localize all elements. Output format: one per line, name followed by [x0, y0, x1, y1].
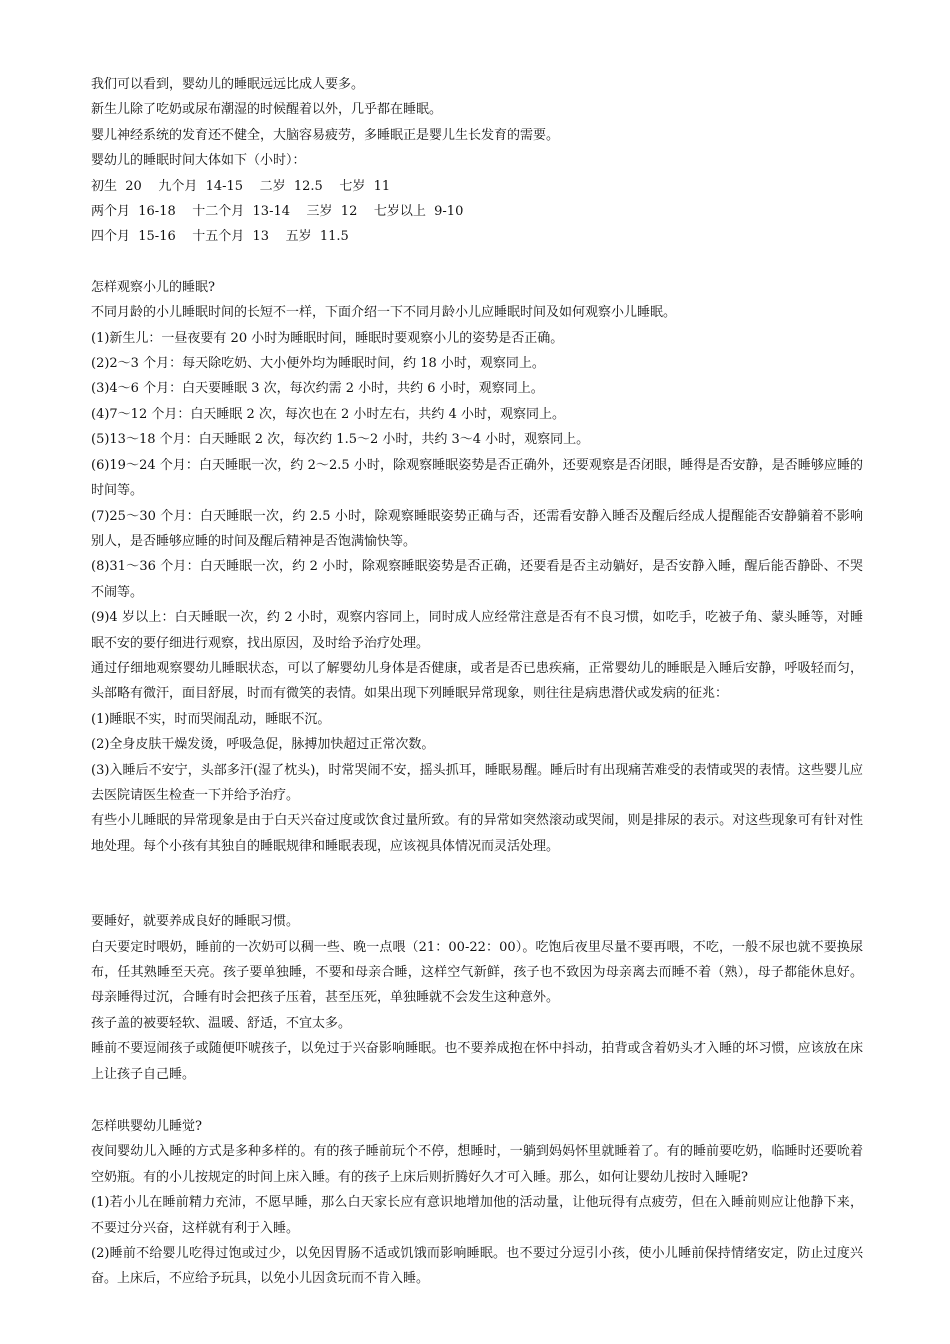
paragraph: (1)若小儿在睡前精力充沛，不愿早睡，那么白天家长应有意识地增加他的活动量，让他玩得有点疲劳，但在入睡前则应让他静下来，不要过分兴奋，这样就有利于入睡。	[91, 1195, 863, 1236]
section-title: 怎样观察小儿的睡眠?	[91, 279, 215, 295]
sleep-table-row: 两个月 16-18 十二个月 13-14 三岁 12 七岁以上 9-10	[91, 204, 464, 220]
paragraph: (2)2～3 个月：每天除吃奶、大小便外均为睡眠时间，约 18 小时，观察同上。	[91, 356, 545, 372]
paragraph: (3)4～6 个月：白天要睡眠 3 次，每次约需 2 小时，共约 6 小时，观察同上。	[91, 381, 544, 397]
paragraph: 通过仔细地观察婴幼儿睡眠状态，可以了解婴幼儿身体是否健康，或者是否已患疾痛，正常婴幼儿的睡眠是入睡后安静，呼吸轻而匀，头部略有微汗，面目舒展，时而有微笑的表情。如果出现下列睡眠异常现象，则往往是病患潜伏或发病的征兆：	[91, 660, 863, 702]
paragraph: (5)13～18 个月：白天睡眠 2 次，每次约 1.5～2 小时，共约 3～4 小时，观察同上。	[91, 432, 590, 448]
paragraph: (2)睡前不给婴儿吃得过饱或过少，以免因胃肠不适或饥饿而影响睡眠。也不要过分逗引小孩，使小儿睡前保持情绪安定，防止过度兴奋。上床后，不应给予玩具，以免小儿因贪玩而不肯入睡。	[91, 1246, 863, 1287]
paragraph: (1)睡眠不实，时而哭闹乱动，睡眠不沉。	[91, 711, 331, 727]
paragraph: (9)4 岁以上：白天睡眠一次，约 2 小时，观察内容同上，同时成人应经常注意是否有不良习惯，如吃手，吃被子角、蒙头睡等，对睡眠不安的要仔细进行观察，找出原因，及时给予治疗处理。	[91, 610, 863, 651]
spacer	[91, 859, 863, 909]
paragraph: 有些小儿睡眠的异常现象是由于白天兴奋过度或饮食过量所致。有的异常如突然滚动或哭闹，则是排尿的表示。对这些现象可有针对性地处理。每个小孩有其独自的睡眠规律和睡眠表现，应该视具体情况而灵活处理。	[91, 813, 863, 854]
sleep-table-row: 初生 20 九个月 14-15 二岁 12.5 七岁 11	[91, 178, 391, 194]
paragraph: (8)31～36 个月：白天睡眠一次，约 2 小时，除观察睡眠姿势是否正确，还要看是否主动躺好，是否安静入睡，醒后能否静卧、不哭不闹等。	[91, 559, 863, 600]
paragraph: 白天要定时喂奶，睡前的一次奶可以稠一些、晚一点喂（21：00-22：00）。吃饱后夜里尽量不要再喂，不吃，一般不尿也就不要换尿布，任其熟睡至天亮。孩子要单独睡，不要和母亲合睡，这样空气新鲜，孩子也不致因为母亲离去而睡不着（熟），母子都能休息好。母亲睡得过沉，合睡有时会把孩子压着，甚至压死，单独睡就不会发生这种意外。	[91, 939, 863, 1006]
paragraph: (6)19～24 个月：白天睡眠一次，约 2～2.5 小时，除观察睡眠姿势是否正确外，还要观察是否闭眼，睡得是否安静，是否睡够应睡的时间等。	[91, 457, 863, 499]
paragraph: 夜间婴幼儿入睡的方式是多种多样的。有的孩子睡前玩个不停，想睡时，一躺到妈妈怀里就睡着了。有的睡前要吃奶，临睡时还要吮着空奶瓶。有的小儿按规定的时间上床入睡。有的孩子上床后则折腾好久才可入睡。那么，如何让婴幼儿按时入睡呢?	[91, 1144, 863, 1185]
sleep-table-row: 四个月 15-16 十五个月 13 五岁 11.5	[91, 229, 349, 245]
paragraph: (2)全身皮肤干燥发烫，呼吸急促，脉搏加快超过正常次数。	[91, 737, 435, 753]
intro-line: 我们可以看到，婴幼儿的睡眠远远比成人要多。	[91, 77, 365, 92]
paragraph: 不同月龄的小儿睡眠时间的长短不一样，下面介绍一下不同月龄小儿应睡眠时间及如何观察小儿睡眠。	[91, 305, 677, 321]
paragraph: (3)入睡后不安宁，头部多汗(湿了枕头)，时常哭闹不安，摇头抓耳，睡眠易醒。睡后时有出现痛苦难受的表情或哭的表情。这些婴儿应去医院请医生检查一下并给予治疗。	[91, 762, 863, 803]
document-page	[91, 72, 863, 1292]
paragraph: (1)新生儿：一昼夜要有 20 小时为睡眠时间，睡眠时要观察小儿的姿势是否正确。	[91, 330, 564, 346]
paragraph: (4)7～12 个月：白天睡眠 2 次，每次也在 2 小时左右，共约 4 小时，观察同上。	[91, 406, 565, 422]
intro-line: 婴儿神经系统的发育还不健全，大脑容易疲劳，多睡眠正是婴儿生长发育的需要。	[91, 127, 560, 143]
spacer	[91, 1087, 863, 1114]
paragraph: 睡前不要逗闹孩子或随便吓唬孩子，以免过于兴奋影响睡眠。也不要养成抱在怀中抖动，拍背或含着奶头才入睡的坏习惯，应该放在床上让孩子自己睡。	[91, 1041, 863, 1082]
paragraph: 孩子盖的被要轻软、温暖、舒适，不宜太多。	[91, 1015, 352, 1031]
paragraph: (7)25～30 个月：白天睡眠一次，约 2.5 小时，除观察睡眠姿势正确与否，还需看安静入睡否及醒后经成人提醒能否安静躺着不影响别人，是否睡够应睡的时间及醒后精神是否饱满愉快等。	[91, 508, 863, 549]
section-title: 要睡好，就要养成良好的睡眠习惯。	[91, 914, 300, 930]
intro-line: 婴幼儿的睡眠时间大体如下（小时）：	[91, 153, 306, 169]
section-title: 怎样哄婴幼儿睡觉?	[91, 1119, 202, 1135]
spacer	[91, 250, 863, 275]
intro-line: 新生儿除了吃奶或尿布潮湿的时候醒着以外，几乎都在睡眠。	[91, 102, 443, 118]
